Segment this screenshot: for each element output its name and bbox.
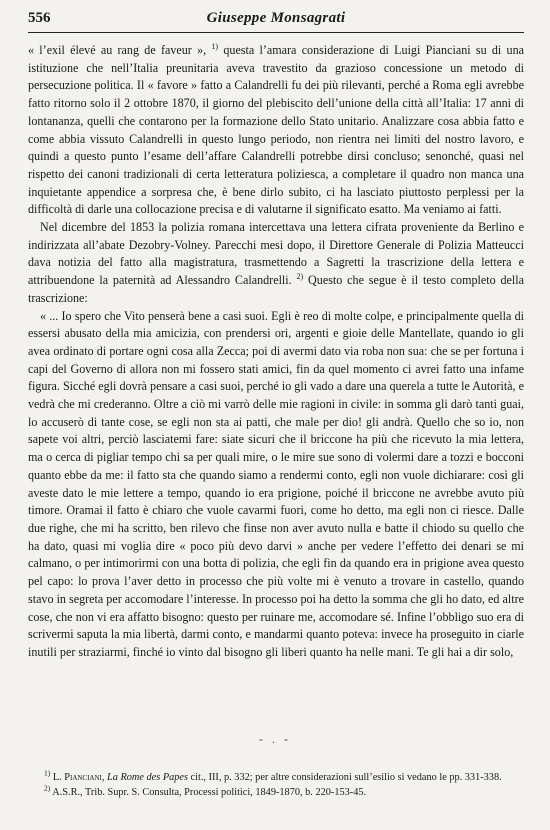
footnote-ref-2[interactable]: 2) — [296, 272, 304, 282]
page-number: 556 — [28, 10, 51, 26]
footnote-1 — [28, 770, 524, 785]
body-text — [28, 42, 524, 662]
footnotes — [28, 770, 524, 800]
footnote-1-sep: , — [101, 772, 108, 783]
footnote-separator: - . - — [259, 732, 291, 746]
paragraph-1-part-a: « l’exil élevé au rang de faveur », — [28, 43, 212, 57]
running-title: Giuseppe Monsagrati — [206, 10, 346, 26]
quoted-letter: « ... Io spero che Vito penserà bene a casi suoi. Egli è reo di molte colpe, e principalmente quella di essersi abusato della mia amicizia, con prendersi ori, argenti e gioie delle Mantellate, quando io gli avea ordinato di portare ogni cosa alla Zecca; poi di avermi dato via roba non sua: che se per fortuna i capi del Governo di allora non mi fossero stati amici, fin da quel momento ci avrei fatto una infame figura. Sicché egli dovrà pensare a casi suoi, perché io gli vado a dare una querela a tutte le Autorità, e vedrà che mi crederanno. Oltre a ciò mi varrò delle mie ragioni in civile: in somma gli darò tanti guai, lo accuserò di tante cose, se egli non sta ai patti, che male per dio! gli andrà. Quello che so io, non sapete voi altri, perciò lasciatemi fare: siate sicuri che il briccone ha più che ricevuto la mia lettera, ma o cerca di pigliar tempo chi sa per quali mire, o le mire sue sono di volermi dare a tozzi e bocconi quanto ebbe da me: il fatto sta che quando siamo a rendermi conto, egli non vuole dichiarare: così gli aveste dato le mie lettere a tempo, quando io era prigione, poiché il briccone ne avrebbe avuto più timore. Oramai il fatto è chiaro che vuole cavarmi fuori, come ho detto, ma egli non ci riesce. Dalle due righe, che mi ha scritto, ben rilevo che finse non aver avuto nulla e batte il chiodo su quello che ha dato, quasi mi voglia dire « poco più devo darvi » anche per vedere l’effetto dei denari se mi calmano, o per intimorirmi con una botta di polizia, che egli fin da quando era in prigione avea questo pel capo: lo prova l’aver detto in processo che più volte mi è venuto a trovare in castello, quando stavo in segreta per accomodare l’interesse. In processo poi ha detto la somma che gli ho dato, ed altre cose, che non vi era affatto bisogno: questo per ruinare me, accomodare sé. Infine l’obbligo suo era di scrivermi saputa la mia libertà, darmi conto, e mandarmi quanto poteva: invece ha proseguito in ciarle inutili per straziarmi, finché io vinto dal bisogno gli liberi quanto ha nelle mani. Te gli hai a dir solo, — [28, 308, 524, 659]
paragraph-2 — [28, 219, 524, 308]
footnote-ref-1[interactable]: 1) — [211, 41, 219, 51]
paragraph-1 — [28, 42, 524, 219]
running-header — [28, 10, 524, 32]
header-rule — [28, 32, 524, 33]
footnote-1-number: 1) — [44, 768, 51, 778]
footnote-2-number: 2) — [44, 783, 51, 793]
footnote-2 — [28, 785, 524, 800]
footnote-1-rest: cit., III, p. 332; per altre considerazioni sull’esilio si vedano le pp. 331-338. — [187, 772, 502, 783]
footnote-2-text: A.S.R., Trib. Supr. S. Consulta, Processi politici, 1849-1870, b. 220-153-45. — [52, 787, 367, 798]
paragraph-2-part-a: Nel dicembre del 1853 la polizia romana intercettava una lettera cifrata proveniente da Berlino e indirizzata all’abate Dezobry-Volney. Parecchi mesi dopo, il Direttore Generale di Polizia Matteucci dava notizia del fatto alla magistratura, trasmettendo a Sagretti la trascrizione della lettera e attribuendone la paternità ad Alessandro Calandrelli. — [28, 220, 524, 288]
footnote-1-title: La Rome des Papes — [107, 772, 188, 783]
paragraph-2-part-b: Questo che segue è il testo completo della trascrizione: — [28, 273, 525, 305]
footnote-1-author: L. Pianciani — [52, 772, 102, 783]
paragraph-1-part-b: questa l’amara considerazione di Luigi Pianciani su di una istituzione che nell’Italia preunitaria aveva travestito da grazioso concessione un metodo di persecuzione politica. Il « favore » fatto a Calandrelli fu dei più rilevanti, perché a Roma egli avrebbe fatto ritorno solo il 2 ottobre 1870, il giorno del plebiscito dell’unione della città all’Italia: 17 anni di lontananza, quelli che contarono per la formazione dello Stato unitario. Analizzare cosa abbia fatto e come abbia vissuto Calandrelli in questo lungo periodo, non rientra nei limiti del nostro lavoro, e quindi a questo punto l’esame dell’affare Calandrelli potrebbe dirsi concluso; senonché, quasi nel rispetto dei canoni tradizionali di certa letteratura poliziesca, a completare il quadro non manca una inquietante appendice a sorpresa che, è bene dirlo subito, ci ha lasciato piuttosto perplessi per la difficoltà di darle una collocazione precisa e di valutarne il significato esatto. Ma veniamo ai fatti. — [28, 43, 524, 217]
